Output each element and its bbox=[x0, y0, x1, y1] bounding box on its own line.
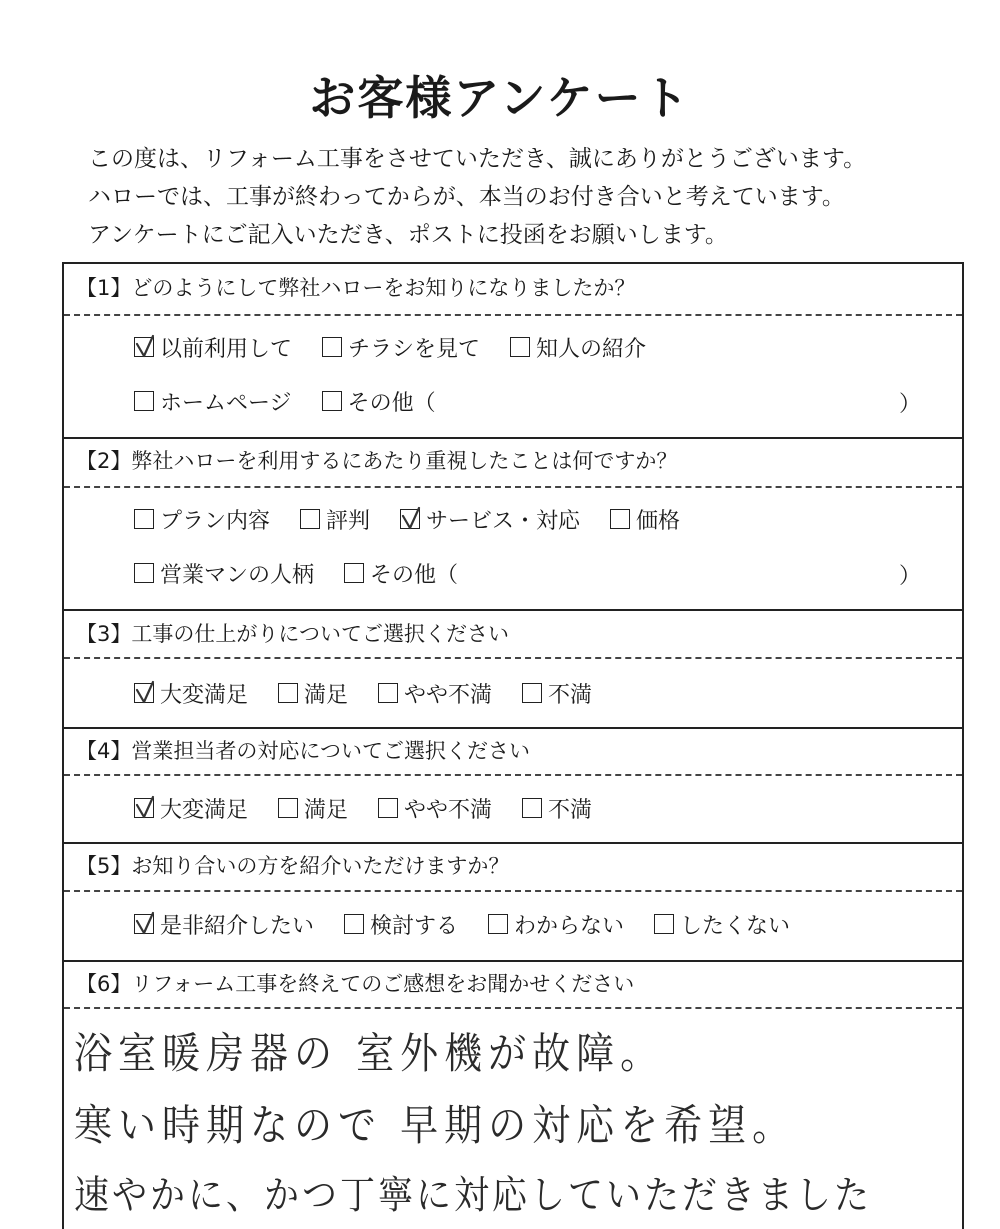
question-4-row-1 bbox=[134, 791, 622, 825]
divider bbox=[64, 609, 962, 611]
divider bbox=[64, 727, 962, 729]
option-salesperson[interactable] bbox=[134, 558, 314, 589]
paren-close: ） bbox=[899, 392, 922, 417]
option-label: 満足 bbox=[304, 682, 349, 708]
checkbox[interactable] bbox=[300, 509, 320, 529]
option-label: 大変満足 bbox=[160, 682, 249, 708]
question-3-header: 【3】工事の仕上がりについてご選択ください bbox=[76, 622, 509, 646]
option-label: 以前利用して bbox=[160, 336, 293, 362]
option-not-sure[interactable] bbox=[488, 909, 624, 940]
option-label: 検討する bbox=[370, 913, 459, 939]
question-2-row-1 bbox=[134, 502, 710, 536]
divider bbox=[64, 486, 962, 488]
divider bbox=[64, 437, 962, 439]
checkbox[interactable] bbox=[510, 337, 530, 357]
option-label: 満足 bbox=[304, 797, 349, 823]
divider bbox=[64, 890, 962, 892]
option-consider[interactable] bbox=[344, 909, 458, 940]
option-label: その他（ bbox=[370, 562, 459, 588]
question-4-header: 【4】営業担当者の対応についてご選択ください bbox=[76, 739, 530, 763]
intro-line: アンケートにご記入いただき、ポストに投函をお願いします。 bbox=[88, 222, 728, 248]
option-label: ホームページ bbox=[160, 390, 292, 416]
checkbox-checked[interactable] bbox=[134, 798, 154, 818]
divider bbox=[64, 1007, 962, 1009]
option-label: チラシを見て bbox=[348, 336, 481, 362]
option-referral[interactable] bbox=[510, 332, 646, 363]
option-service[interactable] bbox=[400, 504, 580, 535]
intro-text bbox=[88, 140, 968, 254]
option-satisfied[interactable] bbox=[278, 678, 348, 709]
intro-line: この度は、リフォーム工事をさせていただき、誠にありがとうございます。 bbox=[88, 146, 867, 172]
option-label: その他（ bbox=[347, 390, 436, 416]
option-somewhat-dissatisfied[interactable] bbox=[378, 793, 492, 824]
divider bbox=[64, 842, 962, 844]
option-dissatisfied[interactable] bbox=[522, 793, 592, 824]
checkbox-checked[interactable] bbox=[134, 683, 154, 703]
question-1-header: 【1】どのようにして弊社ハローをお知りになりましたか？ bbox=[76, 276, 636, 300]
checkbox[interactable] bbox=[278, 683, 298, 703]
checkbox[interactable] bbox=[322, 337, 342, 357]
checkbox[interactable] bbox=[378, 798, 398, 818]
question-5-header: 【5】お知り合いの方を紹介いただけますか？ bbox=[76, 854, 510, 878]
checkbox[interactable] bbox=[278, 798, 298, 818]
option-label: 価格 bbox=[636, 508, 681, 534]
checkbox[interactable] bbox=[134, 391, 154, 411]
checkbox[interactable] bbox=[610, 509, 630, 529]
option-plan[interactable] bbox=[134, 504, 270, 535]
option-label: 営業マンの人柄 bbox=[160, 562, 315, 588]
option-price[interactable] bbox=[610, 504, 680, 535]
option-very-satisfied[interactable] bbox=[134, 678, 248, 709]
checkbox-checked[interactable] bbox=[134, 914, 154, 934]
option-very-satisfied[interactable] bbox=[134, 793, 248, 824]
question-5-row-1 bbox=[134, 907, 820, 941]
checkbox[interactable] bbox=[522, 683, 542, 703]
option-label: 大変満足 bbox=[160, 797, 249, 823]
option-previous-use[interactable] bbox=[134, 332, 292, 363]
paren-close: ） bbox=[899, 564, 922, 589]
divider bbox=[64, 657, 962, 659]
checkbox[interactable] bbox=[134, 509, 154, 529]
checkbox[interactable] bbox=[488, 914, 508, 934]
option-label: プラン内容 bbox=[160, 508, 271, 534]
survey-form bbox=[62, 262, 964, 1229]
option-somewhat-dissatisfied[interactable] bbox=[378, 678, 492, 709]
divider bbox=[64, 960, 962, 962]
divider bbox=[64, 314, 962, 316]
checkbox-checked[interactable] bbox=[134, 337, 154, 357]
question-1-row-2 bbox=[134, 384, 466, 418]
divider bbox=[64, 774, 962, 776]
comment-line: 寒い時期なので 早期の対応を希望。 bbox=[74, 1100, 797, 1151]
option-satisfied[interactable] bbox=[278, 793, 348, 824]
option-other[interactable] bbox=[344, 558, 458, 589]
option-label: サービス・対応 bbox=[426, 508, 581, 534]
option-label: 不満 bbox=[548, 682, 593, 708]
checkbox[interactable] bbox=[344, 914, 364, 934]
option-label: したくない bbox=[680, 913, 791, 939]
checkbox[interactable] bbox=[322, 391, 342, 411]
option-label: やや不満 bbox=[404, 682, 493, 708]
comment-line: 浴室暖房器の 室外機が故障。 bbox=[74, 1028, 665, 1079]
option-flyer[interactable] bbox=[322, 332, 480, 363]
survey-title: お客様アンケート bbox=[309, 71, 691, 125]
question-3-row-1 bbox=[134, 676, 622, 710]
checkbox[interactable] bbox=[378, 683, 398, 703]
option-label: 是非紹介したい bbox=[160, 913, 315, 939]
checkbox[interactable] bbox=[522, 798, 542, 818]
question-2-header: 【2】弊社ハローを利用するにあたり重視したことは何ですか？ bbox=[76, 449, 678, 473]
checkbox-checked[interactable] bbox=[400, 509, 420, 529]
option-label: 知人の紹介 bbox=[536, 336, 647, 362]
option-other[interactable] bbox=[322, 386, 436, 417]
option-do-not-want[interactable] bbox=[654, 909, 790, 940]
question-1-row-1 bbox=[134, 330, 676, 364]
question-6-header: 【6】リフォーム工事を終えてのご感想をお聞かせください bbox=[76, 972, 635, 996]
option-label: やや不満 bbox=[404, 797, 493, 823]
intro-line: ハローでは、工事が終わってからが、本当のお付き合いと考えています。 bbox=[88, 184, 845, 210]
option-label: 不満 bbox=[548, 797, 593, 823]
option-reputation[interactable] bbox=[300, 504, 370, 535]
option-dissatisfied[interactable] bbox=[522, 678, 592, 709]
checkbox[interactable] bbox=[134, 563, 154, 583]
checkbox[interactable] bbox=[344, 563, 364, 583]
checkbox[interactable] bbox=[654, 914, 674, 934]
comment-line: 速やかに、かつ丁寧に対応していただきました bbox=[74, 1173, 873, 1219]
question-2-row-2 bbox=[134, 556, 488, 590]
option-label: わからない bbox=[514, 913, 625, 939]
option-definitely-refer[interactable] bbox=[134, 909, 314, 940]
option-homepage[interactable] bbox=[134, 386, 292, 417]
option-label: 評判 bbox=[326, 508, 371, 534]
